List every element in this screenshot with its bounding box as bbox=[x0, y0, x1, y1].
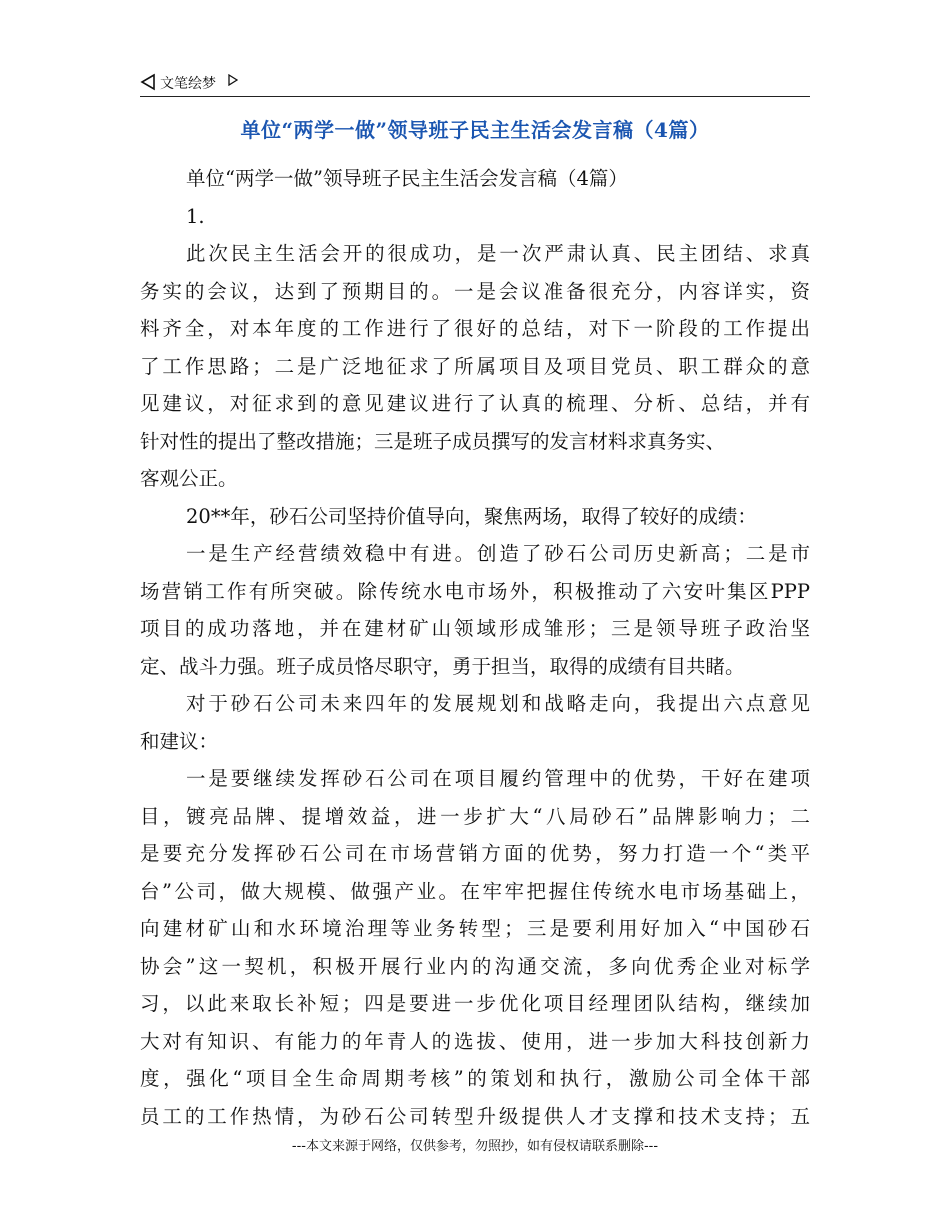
body-text-line: 了工作思路；二是广泛地征求了所属项目及项目党员、职工群众的意 bbox=[140, 354, 810, 378]
header-brand: 文笔绘梦 bbox=[160, 76, 216, 92]
body-text-line: 对于砂石公司未来四年的发展规划和战略走向，我提出六点意见 bbox=[186, 692, 810, 715]
body-text-line: 是要充分发挥砂石公司在市场营销方面的优势，努力打造一个“类平 bbox=[140, 842, 810, 865]
document-body bbox=[140, 160, 810, 1135]
body-text-line: 务实的会议，达到了预期目的。一是会议准备很充分，内容详实，资 bbox=[140, 279, 810, 303]
body-text-line: 客观公正。 bbox=[140, 467, 238, 490]
body-text-line: 员工的工作热情，为砂石公司转型升级提供人才支撑和技术支持；五 bbox=[140, 1104, 810, 1128]
body-text-line: 项目的成功落地，并在建材矿山领域形成雏形；三是领导班子政治坚 bbox=[140, 617, 810, 640]
body-text-line: 1. bbox=[186, 204, 205, 228]
page-header bbox=[140, 70, 810, 97]
body-text-line: 习，以此来取长补短；四是要进一步优化项目经理团队结构，继续加 bbox=[140, 992, 810, 1015]
body-text-line: 单位“两学一做”领导班子民主生活会发言稿（4篇） bbox=[186, 167, 628, 190]
body-text-line: 见建议，对征求到的意见建议进行了认真的梳理、分析、总结，并有 bbox=[140, 392, 810, 415]
body-text-line: 料齐全，对本年度的工作进行了很好的总结，对下一阶段的工作提出 bbox=[140, 317, 810, 340]
body-text-line: 和建议： bbox=[140, 729, 219, 753]
body-text-line: 一是要继续发挥砂石公司在项目履约管理中的优势，干好在建项 bbox=[186, 767, 810, 790]
document-title: 单位“两学一做”领导班子民主生活会发言稿（4篇） bbox=[240, 118, 710, 142]
body-text-line: 向建材矿山和水环境治理等业务转型；三是要利用好加入“中国砂石 bbox=[140, 917, 810, 940]
body-text-line: 大对有知识、有能力的年青人的选拔、使用，进一步加大科技创新力 bbox=[140, 1029, 810, 1053]
body-text-line: 场营销工作有所突破。除传统水电市场外，积极推动了六安叶集区PPP bbox=[140, 579, 810, 603]
body-text-line: 目，镀亮品牌、提增效益，进一步扩大“八局砂石”品牌影响力；二 bbox=[140, 804, 810, 828]
body-text-line: 协会”这一契机，积极开展行业内的沟通交流，多向优秀企业对标学 bbox=[140, 954, 810, 978]
body-text-line: 定、战斗力强。班子成员恪尽职守，勇于担当，取得的成绩有目共睹。 bbox=[140, 654, 745, 678]
triangle-left-icon bbox=[140, 73, 156, 91]
body-text-line: 20**年，砂石公司坚持价值导向，聚焦两场，取得了较好的成绩： bbox=[186, 504, 757, 528]
body-text-line: 一是生产经营绩效稳中有进。创造了砂石公司历史新高；二是市 bbox=[186, 542, 810, 565]
body-text-line: 针对性的提出了整改措施；三是班子成员撰写的发言材料求真务实、 bbox=[140, 429, 726, 453]
body-text-line: 此次民主生活会开的很成功，是一次严肃认真、民主团结、求真 bbox=[186, 242, 810, 265]
triangle-right-icon bbox=[228, 74, 238, 86]
footer-disclaimer: ---本文来源于网络，仅供参考，勿照抄，如有侵权请联系删除--- bbox=[291, 1139, 659, 1154]
body-text-line: 台”公司，做大规模、做强产业。在牢牢把握住传统水电市场基础上， bbox=[140, 879, 810, 903]
body-text-line: 度，强化“项目全生命周期考核”的策划和执行，激励公司全体干部 bbox=[140, 1067, 810, 1090]
